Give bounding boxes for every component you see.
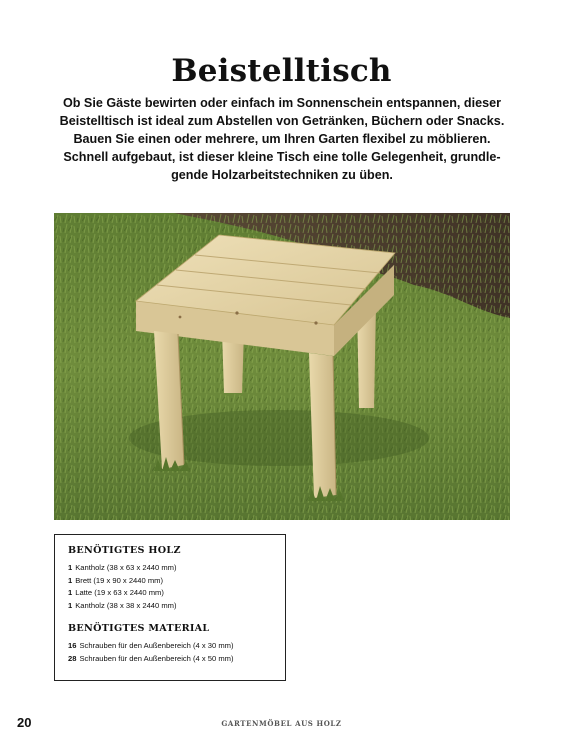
item-description: Schrauben für den Außenbereich (4 x 30 mm): [79, 641, 234, 651]
intro-line: Schnell aufgebaut, ist dieser kleine Tisch eine tolle Gelegenheit, grundle-: [63, 150, 501, 164]
wood-item: [68, 575, 285, 588]
item-quantity: 28: [68, 653, 77, 663]
item-description: Schrauben für den Außenbereich (4 x 50 mm): [79, 653, 234, 663]
intro-line: Ob Sie Gäste bewirten oder einfach im Sonnenschein entspannen, dieser: [62, 96, 502, 110]
wood-item: [68, 562, 285, 575]
intro-line: Beistelltisch ist ideal zum Abstellen von Getränken, Büchern oder Snacks.: [59, 114, 505, 128]
material-item: [68, 653, 285, 666]
item-quantity: 1: [68, 563, 73, 572]
item-quantity: 1: [68, 588, 73, 598]
item-quantity: 1: [68, 575, 73, 585]
wood-heading: BENÖTIGTES HOLZ: [68, 545, 181, 556]
item-description: Latte (19 x 63 x 2440 mm): [75, 588, 164, 598]
material-item: [68, 640, 285, 653]
item-quantity: 1: [68, 600, 73, 610]
item-description: Brett (19 x 90 x 2440 mm): [75, 575, 164, 585]
intro-paragraph: [52, 94, 512, 184]
page-number: 20: [17, 715, 32, 730]
item-description: Kantholz (38 x 63 x 2440 mm): [75, 563, 177, 572]
materials-list-box: [54, 534, 286, 681]
page-title: Beistelltisch: [171, 52, 392, 89]
wood-item: [68, 600, 285, 613]
intro-line: Bauen Sie einen oder mehrere, um Ihren Garten flexibel zu möblieren.: [73, 132, 491, 146]
material-heading: BENÖTIGTES MATERIAL: [68, 623, 210, 635]
intro-line: gende Holzarbeitstechniken zu üben.: [171, 168, 393, 182]
item-quantity: 16: [68, 641, 77, 651]
side-table-photo: [54, 213, 510, 520]
wood-item: [68, 587, 285, 600]
item-description: Kantholz (38 x 38 x 2440 mm): [75, 600, 177, 610]
running-footer-title: GARTENMÖBEL AUS HOLZ: [221, 719, 342, 728]
